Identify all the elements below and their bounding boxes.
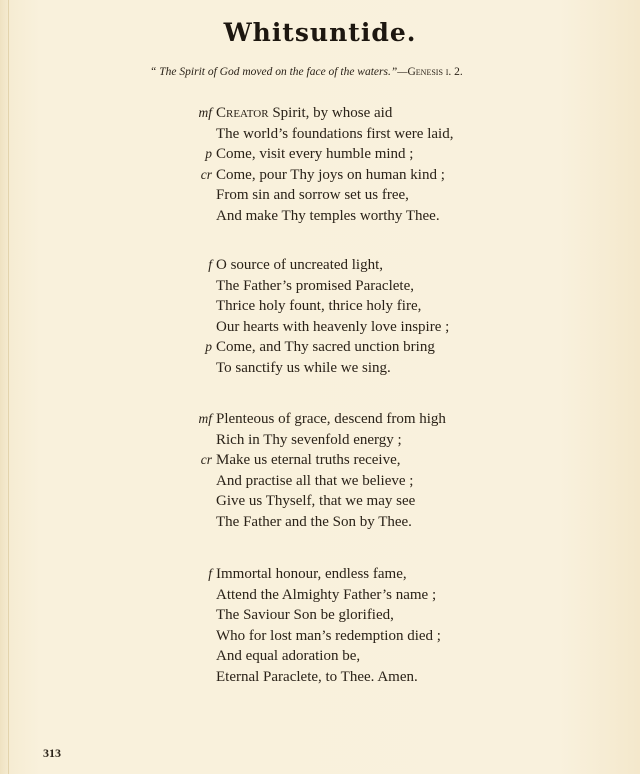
dynamic-mark: cr <box>200 166 212 182</box>
verse-text: Give us Thyself, that we may see <box>216 493 416 510</box>
verse-text: Eternal Paraclete, to Thee. Amen. <box>216 668 418 685</box>
verse-text: Make us eternal truths receive, <box>216 452 401 469</box>
verse-text: The world’s foundations first were laid, <box>216 125 454 142</box>
verse-text: To sanctify us while we sing. <box>216 359 391 376</box>
verse-text: Attend the Almighty Father’s name ; <box>216 586 437 603</box>
verse-text: The Saviour Son be glorified, <box>216 607 394 624</box>
verse-text: Spirit, by whose aid <box>272 105 393 121</box>
verse-text: And practise all that we believe ; <box>216 472 414 489</box>
verse-text: And equal adoration be, <box>216 648 361 665</box>
page-number: 313 <box>43 746 61 760</box>
verse-line <box>0 628 640 649</box>
verse-line <box>0 566 640 587</box>
epigraph-quote: “ The Spirit of God moved on the face of the waters.” <box>150 66 398 78</box>
dynamic-mark: p <box>205 146 212 162</box>
verse-text: The Father and the Son by Thee. <box>216 513 412 530</box>
verse-text: And make Thy temples worthy Thee. <box>216 207 440 224</box>
verse-line <box>0 319 640 340</box>
verse-line <box>0 432 640 453</box>
verse-text: Immortal honour, endless fame, <box>216 566 407 582</box>
verse-text: Who for lost man’s redemption died ; <box>216 627 441 644</box>
dynamic-mark: mf <box>198 411 212 426</box>
stanza-2 <box>0 257 640 381</box>
dynamic-mark: mf <box>198 105 212 120</box>
verse-text: Come, visit every humble mind ; <box>216 146 414 163</box>
dynamic-mark: cr <box>200 452 212 468</box>
verse-line <box>0 167 640 188</box>
page-title: Whitsuntide. <box>223 18 417 47</box>
verse-line <box>0 452 640 473</box>
verse-line <box>0 411 640 432</box>
verse-line <box>0 187 640 208</box>
epigraph-source: Genesis i. 2. <box>407 66 463 78</box>
verse-line <box>0 360 640 381</box>
verse-text: Plenteous of grace, descend from high <box>216 411 446 427</box>
verse-line <box>0 607 640 628</box>
stanza-4 <box>0 566 640 690</box>
verse-text: From sin and sorrow set us free, <box>216 187 409 204</box>
verse-line <box>0 146 640 167</box>
verse-line <box>0 648 640 669</box>
verse-line <box>0 208 640 229</box>
verse-line <box>0 278 640 299</box>
verse-text: O source of uncreated light, <box>216 257 384 273</box>
dynamic-mark: p <box>205 339 212 355</box>
dynamic-mark: f <box>208 257 212 272</box>
verse-text: Come, pour Thy joys on human kind ; <box>216 166 445 183</box>
stanza-1 <box>0 105 640 229</box>
dynamic-mark: f <box>208 566 212 581</box>
verse-line <box>0 473 640 494</box>
verse-line <box>0 339 640 360</box>
verse-text: Thrice holy fount, thrice holy fire, <box>216 298 422 315</box>
epigraph: “ The Spirit of God moved on the face of the waters.”—Genesis i. 2. <box>150 66 463 78</box>
verse-line <box>0 105 640 126</box>
verse-line <box>0 257 640 278</box>
verse-line <box>0 298 640 319</box>
verse-line <box>0 493 640 514</box>
first-word: Creator <box>216 105 269 121</box>
verse-line <box>0 514 640 535</box>
verse-text: The Father’s promised Paraclete, <box>216 277 414 294</box>
verse-line <box>0 126 640 147</box>
verse-text: Rich in Thy sevenfold energy ; <box>216 431 402 448</box>
stanza-3 <box>0 411 640 535</box>
verse-line <box>0 669 640 690</box>
verse-line <box>0 587 640 608</box>
verse-text: Come, and Thy sacred unction bring <box>216 339 435 356</box>
verse-text: Our hearts with heavenly love inspire ; <box>216 318 450 335</box>
